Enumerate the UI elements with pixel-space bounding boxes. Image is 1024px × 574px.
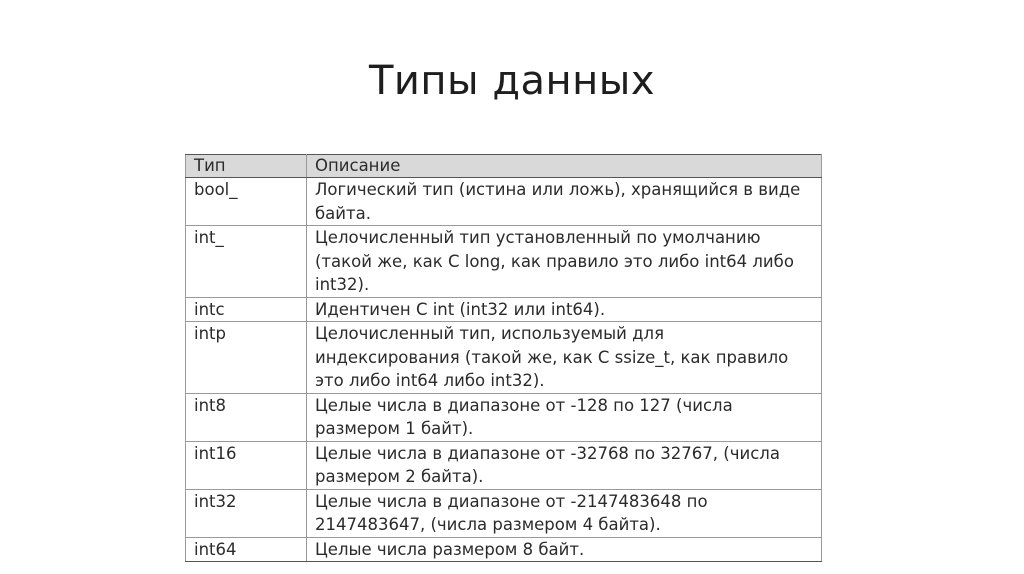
description-cell: Целые числа в диапазоне от -32768 по 32767, (числа размером 2 байта). (307, 441, 822, 489)
table-row (186, 537, 822, 562)
description-cell: Логический тип (истина или ложь), хранящийся в виде байта. (307, 178, 822, 226)
type-cell: int32 (186, 489, 307, 537)
type-cell: int8 (186, 393, 307, 441)
type-cell: bool_ (186, 178, 307, 226)
description-cell: Целочисленный тип, используемый для индексирования (такой же, как C ssize_t, как правило это либо int64 либо int32). (307, 322, 822, 394)
type-cell: int_ (186, 226, 307, 298)
type-cell: intp (186, 322, 307, 394)
table-row (186, 226, 822, 298)
description-cell: Целые числа в диапазоне от -128 по 127 (числа размером 1 байт). (307, 393, 822, 441)
table-header-row (186, 155, 822, 178)
type-cell: int16 (186, 441, 307, 489)
description-cell: Целочисленный тип установленный по умолчанию (такой же, как C long, как правило это либо int64 либо int32). (307, 226, 822, 298)
table-row (186, 489, 822, 537)
description-cell: Идентичен C int (int32 или int64). (307, 297, 822, 322)
type-cell: intc (186, 297, 307, 322)
header-description: Описание (307, 155, 822, 178)
description-cell: Целые числа в диапазоне от -2147483648 по 2147483647, (числа размером 4 байта). (307, 489, 822, 537)
table-row (186, 178, 822, 226)
table-row (186, 322, 822, 394)
table-row (186, 393, 822, 441)
table-row (186, 297, 822, 322)
slide-title: Типы данных (368, 58, 656, 104)
description-cell: Целые числа размером 8 байт. (307, 537, 822, 562)
data-types-table (185, 154, 822, 562)
table-row (186, 441, 822, 489)
type-cell: int64 (186, 537, 307, 562)
header-type: Тип (186, 155, 307, 178)
